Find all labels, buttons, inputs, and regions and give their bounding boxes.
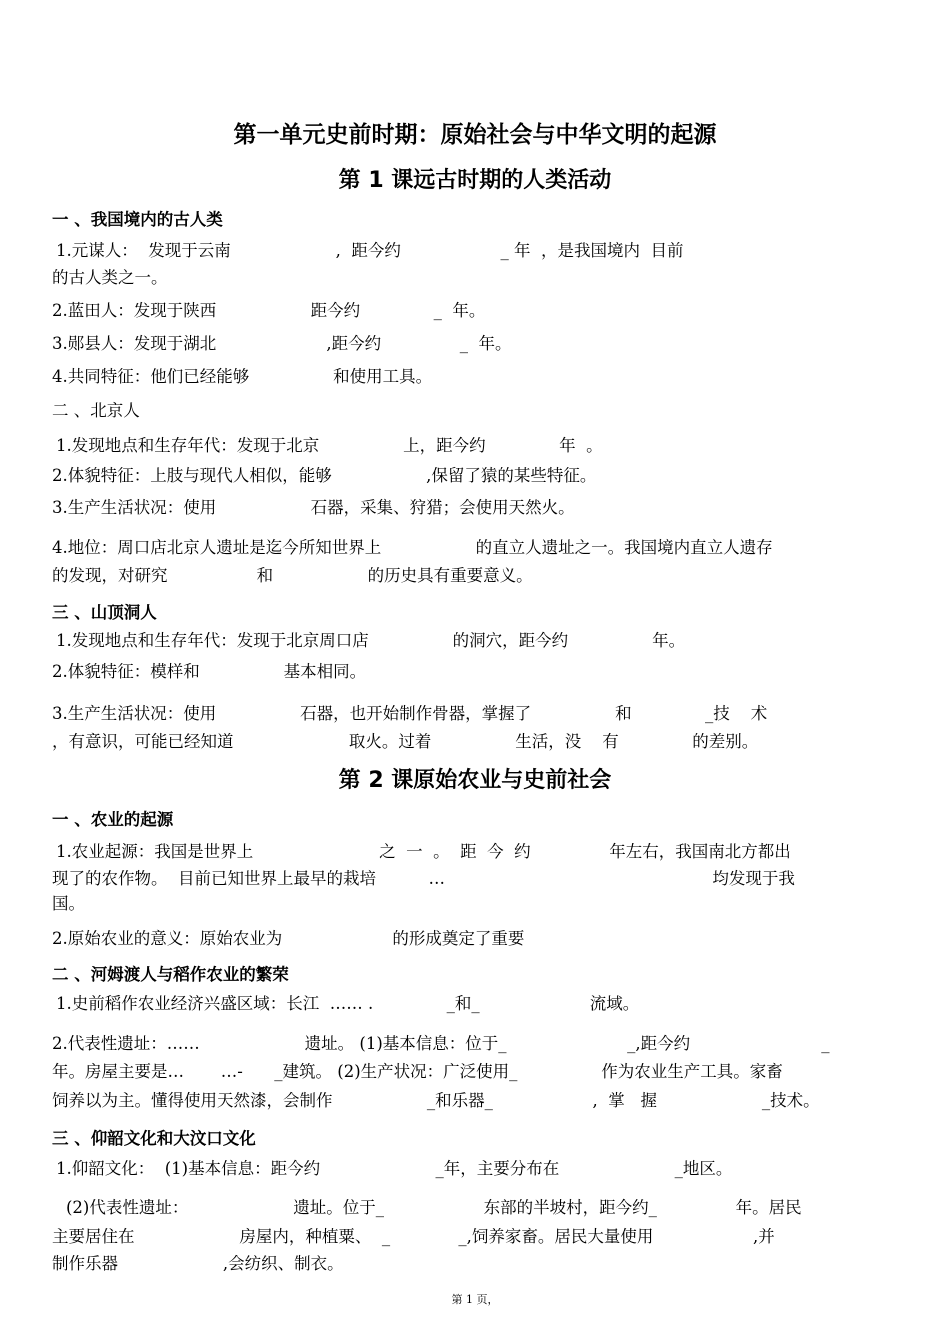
text-line: 2.蓝田人：发现于陕西 距今约 _ 年。 xyxy=(52,301,486,320)
text-line: 制作乐器 ,会纺织、制衣。 xyxy=(52,1254,344,1273)
text-line: 1.元谋人： 发现于云南 , 距今约 _ 年 ，是我国境内 目前 xyxy=(56,241,684,260)
text-line: 年。房屋主要是… …- _建筑。 (2)生产状况：广泛使用_ 作为农业生产工具。家畜 xyxy=(52,1062,783,1081)
text-line: 2.代表性遗址：…… 遗址。 (1)基本信息：位于_ _,距今约 _ xyxy=(52,1034,830,1053)
lesson1-title: 第 1 课远古时期的人类活动 xyxy=(338,168,612,193)
text-line: 1.农业起源：我国是世界上 之 一 。 距 今 约 年左右，我国南北方都出 xyxy=(56,842,791,861)
lesson2-section3-heading: 三 、仰韶文化和大汶口文化 xyxy=(52,1129,256,1148)
text-line: 1.仰韶文化： (1)基本信息：距今约 _年，主要分布在 _地区。 xyxy=(56,1159,733,1178)
text-line: 1.史前稻作农业经济兴盛区域：长江 …… . _和_ 流域。 xyxy=(56,994,640,1013)
text-line: 3.生产生活状况：使用 石器，也开始制作骨器，掌握了 和 _技 术 xyxy=(52,704,768,723)
text-line: 1.发现地点和生存年代：发现于北京周口店 的洞穴，距今约 年。 xyxy=(56,631,686,650)
lesson1-section3-heading: 三 、山顶洞人 xyxy=(52,603,157,622)
text-line: 3.郧县人：发现于湖北 ,距今约 _ 年。 xyxy=(52,334,512,353)
lesson1-section2-heading: 二 、北京人 xyxy=(52,401,140,420)
text-line: ，有意识，可能已经知道 取火。过着 生活，没 有 的差别。 xyxy=(52,732,759,751)
text-line: 的古人类之一。 xyxy=(52,268,168,287)
text-line: 饲养以为主。懂得使用天然漆，会制作 _和乐器_ , 掌 握 _技术。 xyxy=(52,1091,820,1110)
page-footer: 第 1 页， xyxy=(451,1293,499,1306)
unit-title: 第一单元史前时期：原始社会与中华文明的起源 xyxy=(233,122,717,148)
text-line: 现了的农作物。 目前已知世界上最早的栽培 … 均发现于我 xyxy=(52,869,795,888)
text-line: 4.共同特征：他们已经能够 和使用工具。 xyxy=(52,367,433,386)
lesson1-section1-heading: 一 、我国境内的古人类 xyxy=(52,210,223,229)
text-line: 2.体貌特征：上肢与现代人相似，能够 ,保留了猿的某些特征。 xyxy=(52,466,597,485)
lesson2-section1-heading: 一 、农业的起源 xyxy=(52,810,174,829)
text-line: 主要居住在 房屋内，种植粟、 _ _,饲养家畜。居民大量使用 ,并 xyxy=(52,1227,775,1246)
text-line: 1.发现地点和生存年代：发现于北京 上，距今约 年 。 xyxy=(56,436,603,455)
text-line: (2)代表性遗址： 遗址。位于_ 东部的半坡村，距今约_ 年。居民 xyxy=(66,1198,802,1217)
text-line: 国。 xyxy=(52,894,85,913)
text-line: 4.地位：周口店北京人遗址是迄今所知世界上 的直立人遗址之一。我国境内直立人遗存 xyxy=(52,538,773,557)
text-line: 3.生产生活状况：使用 石器，采集、狩猎；会使用天然火。 xyxy=(52,498,575,517)
text-line: 2.体貌特征：模样和 基本相同。 xyxy=(52,662,367,681)
lesson2-title: 第 2 课原始农业与史前社会 xyxy=(338,768,612,793)
text-line: 的发现，对研究 和 的历史具有重要意义。 xyxy=(52,566,533,585)
lesson2-section2-heading: 二 、河姆渡人与稻作农业的繁荣 xyxy=(52,965,289,984)
text-line: 2.原始农业的意义：原始农业为 的形成奠定了重要 xyxy=(52,929,525,948)
